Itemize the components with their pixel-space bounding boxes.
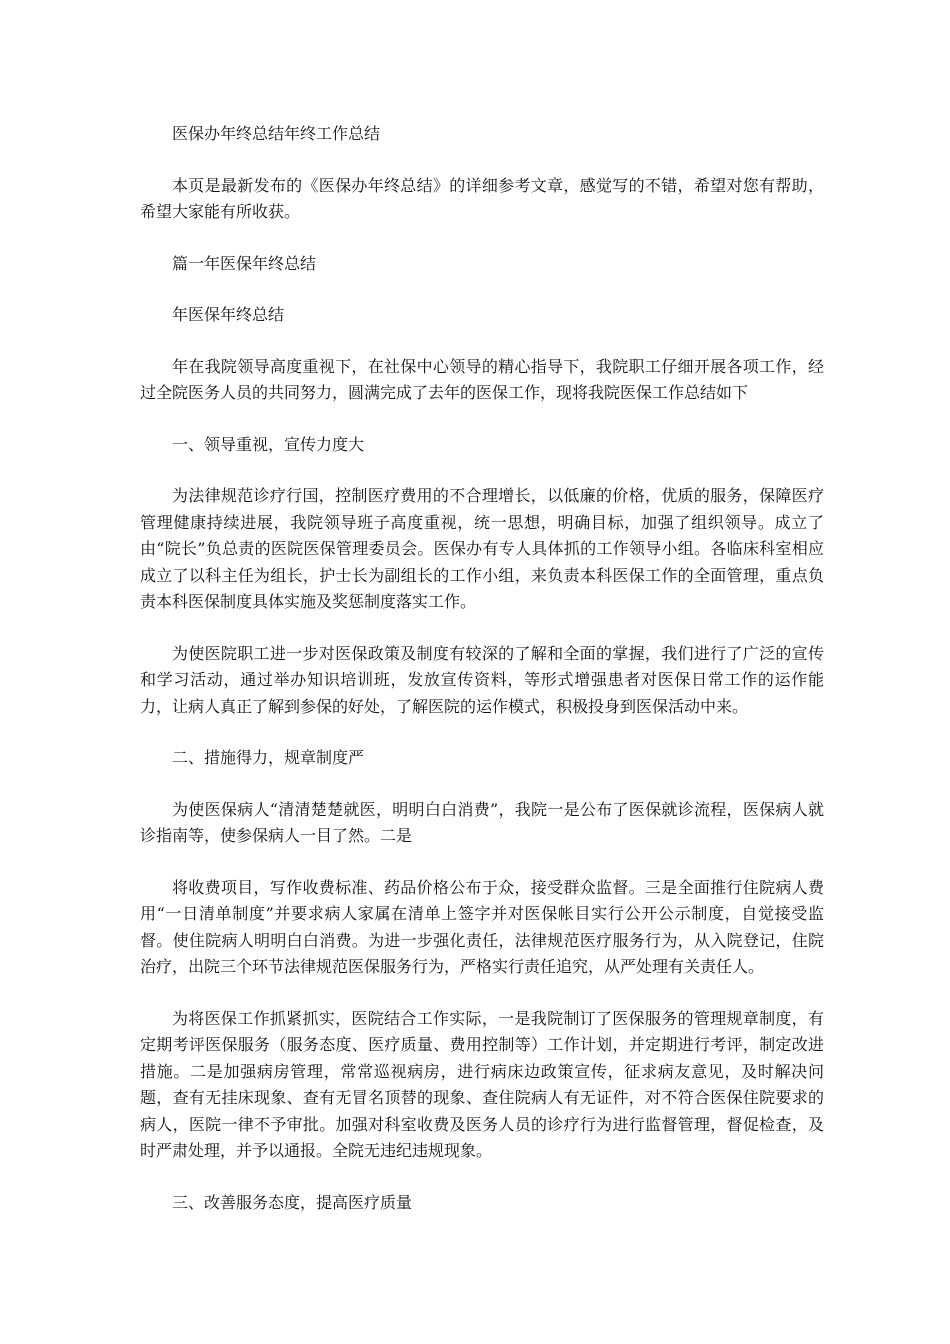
intro-paragraph: 本页是最新发布的《医保办年终总结》的详细参考文章，感觉写的不错，希望对您有帮助，希望大家能有所收获。 [140,175,824,221]
paragraph-2: 为法律规范诊疗行国，控制医疗费用的不合理增长，以低廉的价格，优质的服务，保障医疗管理健康持续进展，我院领导班子高度重视，统一思想，明确目标，加强了组织领导。成立了由“院长”负总责的医院医保管理委员会。医保办有专人具体抓的工作领导小组。各临床科室相应成立了以科主任为组长，护士长为副组长的工作小组，来负责本科医保工作的全面管理，重点负责本科医保制度具体实施及奖惩制度落实工作。 [140,486,824,611]
section-heading-1: 一、领导重视，宣传力度大 [172,434,365,454]
subtitle-2: 年医保年终总结 [172,305,285,324]
document-title: 医保办年终总结年终工作总结 [172,124,381,143]
section-heading-2: 二、措施得力，规章制度严 [172,748,365,767]
subtitle-1: 篇一年医保年终总结 [172,253,317,273]
document-page [140,121,824,1241]
paragraph-1: 年在我院领导高度重视下，在社保中心领导的精心指导下，我院职工仔细开展各项工作，经过全院医务人员的共同努力，圆满完成了去年的医保工作，现将我院医保工作总结如下 [140,356,824,402]
paragraph-5: 将收费项目，写作收费标准、药品价格公布于众，接受群众监督。三是全面推行住院病人费用“一日清单制度”并要求病人家属在清单上签字并对医保帐目实行公开公示制度，自觉接受监督。使住院病人明明白白消费。为进一步强化责任，法律规范医疗服务行为，从入院登记，住院治疗，出院三个环节法律规范医保服务行为，严格实行责任追究，从严处理有关责任人。 [140,877,824,976]
paragraph-4: 为使医保病人“清清楚楚就医，明明白白消费”，我院一是公布了医保就诊流程，医保病人就诊指南等，使参保病人一目了然。二是 [140,799,824,845]
paragraph-6: 为将医保工作抓紧抓实，医院结合工作实际，一是我院制订了医保服务的管理规章制度，有定期考评医保服务（服务态度、医疗质量、费用控制等）工作计划，并定期进行考评，制定改进措施。二是加强病房管理，常常巡视病房，进行病床边政策宣传，征求病友意见，及时解决问题，查有无挂床现象、查有无冒名顶替的现象、查住院病人有无证件，对不符合医保住院要求的病人，医院一律不予审批。加强对科室收费及医务人员的诊疗行为进行监督管理，督促检查，及时严肃处理，并予以通报。全院无违纪违规现象。 [140,1008,824,1160]
section-heading-3: 三、改善服务态度，提高医疗质量 [172,1192,413,1212]
paragraph-3: 为使医院职工进一步对医保政策及制度有较深的了解和全面的掌握，我们进行了广泛的宣传和学习活动，通过举办知识培训班，发放宣传资料，等形式增强患者对医保日常工作的运作能力，让病人真正了解到参保的好处，了解医院的运作模式，积极投身到医保活动中来。 [140,643,824,716]
